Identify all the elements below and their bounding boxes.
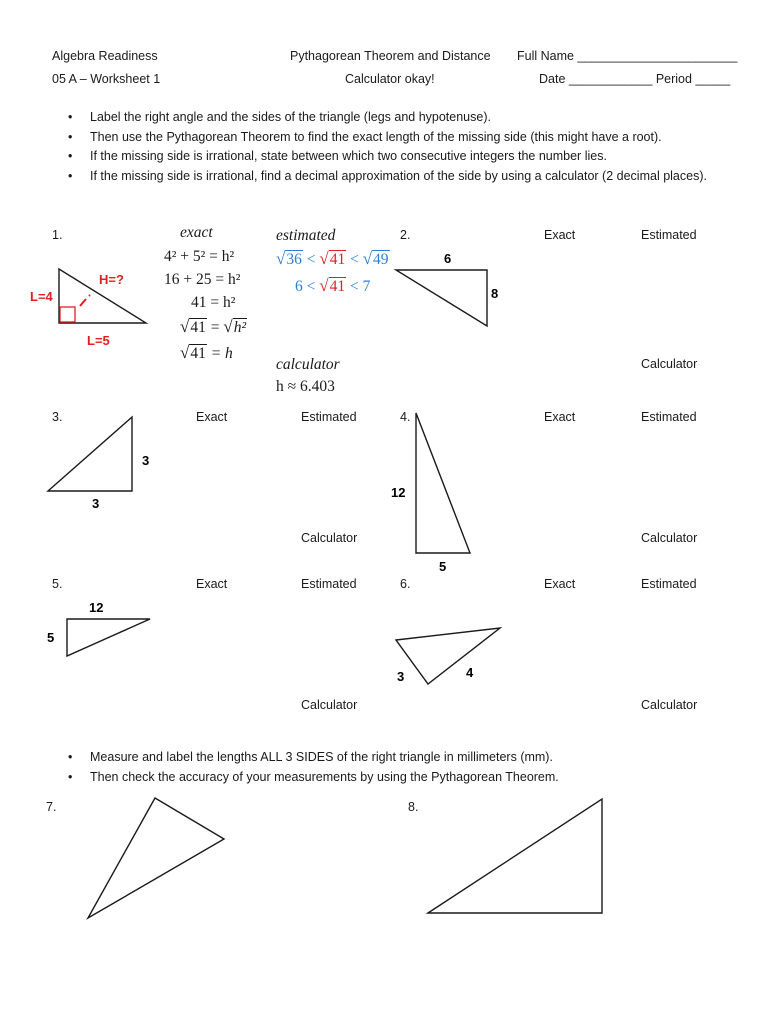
hyp-label: H=? <box>99 272 124 287</box>
side-label: 6 <box>444 251 452 266</box>
worksheet-title: Pythagorean Theorem and Distance <box>290 49 491 63</box>
instruction-item: • If the missing side is irrational, find a decimal approximation of the side by using a calculator (2 decimal places). <box>54 167 707 187</box>
hypotenuse-tick <box>89 295 90 296</box>
calculator-label: Calculator <box>641 531 698 545</box>
radical: √h² <box>223 317 247 336</box>
name-label: Full Name <box>517 49 574 63</box>
calculator-note: Calculator okay! <box>345 72 435 86</box>
instruction-item: • Measure and label the lengths ALL 3 SIDES of the right triangle in millimeters (mm). <box>54 748 559 768</box>
calculator-label: Calculator <box>641 357 698 371</box>
right-angle-marker <box>60 307 75 322</box>
radical: √41 <box>180 317 206 336</box>
exact-step-3: 41 = h² <box>191 294 236 311</box>
radical: √49 <box>362 249 389 268</box>
exact-label: Exact <box>544 577 576 591</box>
exact-label: Exact <box>544 228 576 242</box>
instruction-item: • Label the right angle and the sides of the triangle (legs and hypotenuse). <box>54 108 707 128</box>
problem-number: 4. <box>400 410 411 424</box>
radical: √41 <box>319 249 346 268</box>
calculator-result: h ≈ 6.403 <box>276 378 335 395</box>
calculator-label: Calculator <box>301 698 358 712</box>
problem-number: 2. <box>400 228 411 242</box>
instruction-item: • Then check the accuracy of your measurements by using the Pythagorean Theorem. <box>54 768 559 788</box>
estimated-label: Estimated <box>641 410 697 424</box>
exact-heading: exact <box>180 224 213 241</box>
estimated-label: Estimated <box>641 228 697 242</box>
course-name: Algebra Readiness <box>52 49 158 63</box>
exact-step-2: 16 + 25 = h² <box>164 271 241 288</box>
worksheet-id: 05 A – Worksheet 1 <box>52 72 161 86</box>
date-blank[interactable]: ____________ <box>568 72 653 86</box>
instruction-item: • If the missing side is irrational, state between which two consecutive integers the number lies. <box>54 147 707 167</box>
calculator-label: Calculator <box>641 698 698 712</box>
exact-step-5: √41 = h <box>180 343 233 362</box>
problem-number: 1. <box>52 228 63 242</box>
estimate-step-2: 6 < √41 < 7 <box>295 276 371 295</box>
estimate-step-1: √36 < √41 < √49 <box>276 249 389 268</box>
side-label: 5 <box>439 559 447 574</box>
leg-label-a: L=4 <box>30 289 53 304</box>
calculator-heading: calculator <box>276 356 340 373</box>
problem-number: 3. <box>52 410 63 424</box>
exact-step-1: 4² + 5² = h² <box>164 248 235 265</box>
problem-number: 6. <box>400 577 411 591</box>
problem-number: 8. <box>408 800 419 814</box>
name-blank[interactable]: _______________________ <box>577 49 738 63</box>
radical: √36 <box>276 249 302 268</box>
side-label: 8 <box>491 286 499 301</box>
triangle-3 <box>48 417 132 491</box>
estimated-label: Estimated <box>301 410 357 424</box>
side-label: 3 <box>142 453 150 468</box>
problem-number: 5. <box>52 577 63 591</box>
instruction-item: • Then use the Pythagorean Theorem to find the exact length of the missing side (this might have a root). <box>54 128 707 148</box>
side-label: 4 <box>466 665 474 680</box>
estimated-heading: estimated <box>276 227 336 244</box>
side-label: 3 <box>92 496 100 511</box>
hypotenuse-tick <box>80 299 86 306</box>
leg-label-b: L=5 <box>87 333 110 348</box>
triangle-7 <box>88 798 224 918</box>
radical: √41 <box>180 343 206 362</box>
triangle-4 <box>416 413 470 553</box>
problem-number: 7. <box>46 800 57 814</box>
exact-label: Exact <box>544 410 576 424</box>
estimated-label: Estimated <box>301 577 357 591</box>
side-label: 5 <box>47 630 55 645</box>
exact-step-4: √41 = √h² <box>180 317 247 336</box>
side-label: 12 <box>391 485 406 500</box>
exact-label: Exact <box>196 410 228 424</box>
triangle-2 <box>396 270 487 326</box>
date-label: Date <box>539 72 566 86</box>
radical: √41 <box>319 276 346 295</box>
triangle-5 <box>67 619 150 656</box>
period-label: Period <box>655 72 692 86</box>
period-blank[interactable]: _____ <box>695 72 731 86</box>
side-label: 3 <box>397 669 405 684</box>
calculator-label: Calculator <box>301 531 358 545</box>
estimated-label: Estimated <box>641 577 697 591</box>
side-label: 12 <box>89 600 104 615</box>
triangle-6 <box>396 628 500 684</box>
exact-label: Exact <box>196 577 228 591</box>
measure-instructions <box>54 748 559 787</box>
triangle-8 <box>428 799 602 913</box>
